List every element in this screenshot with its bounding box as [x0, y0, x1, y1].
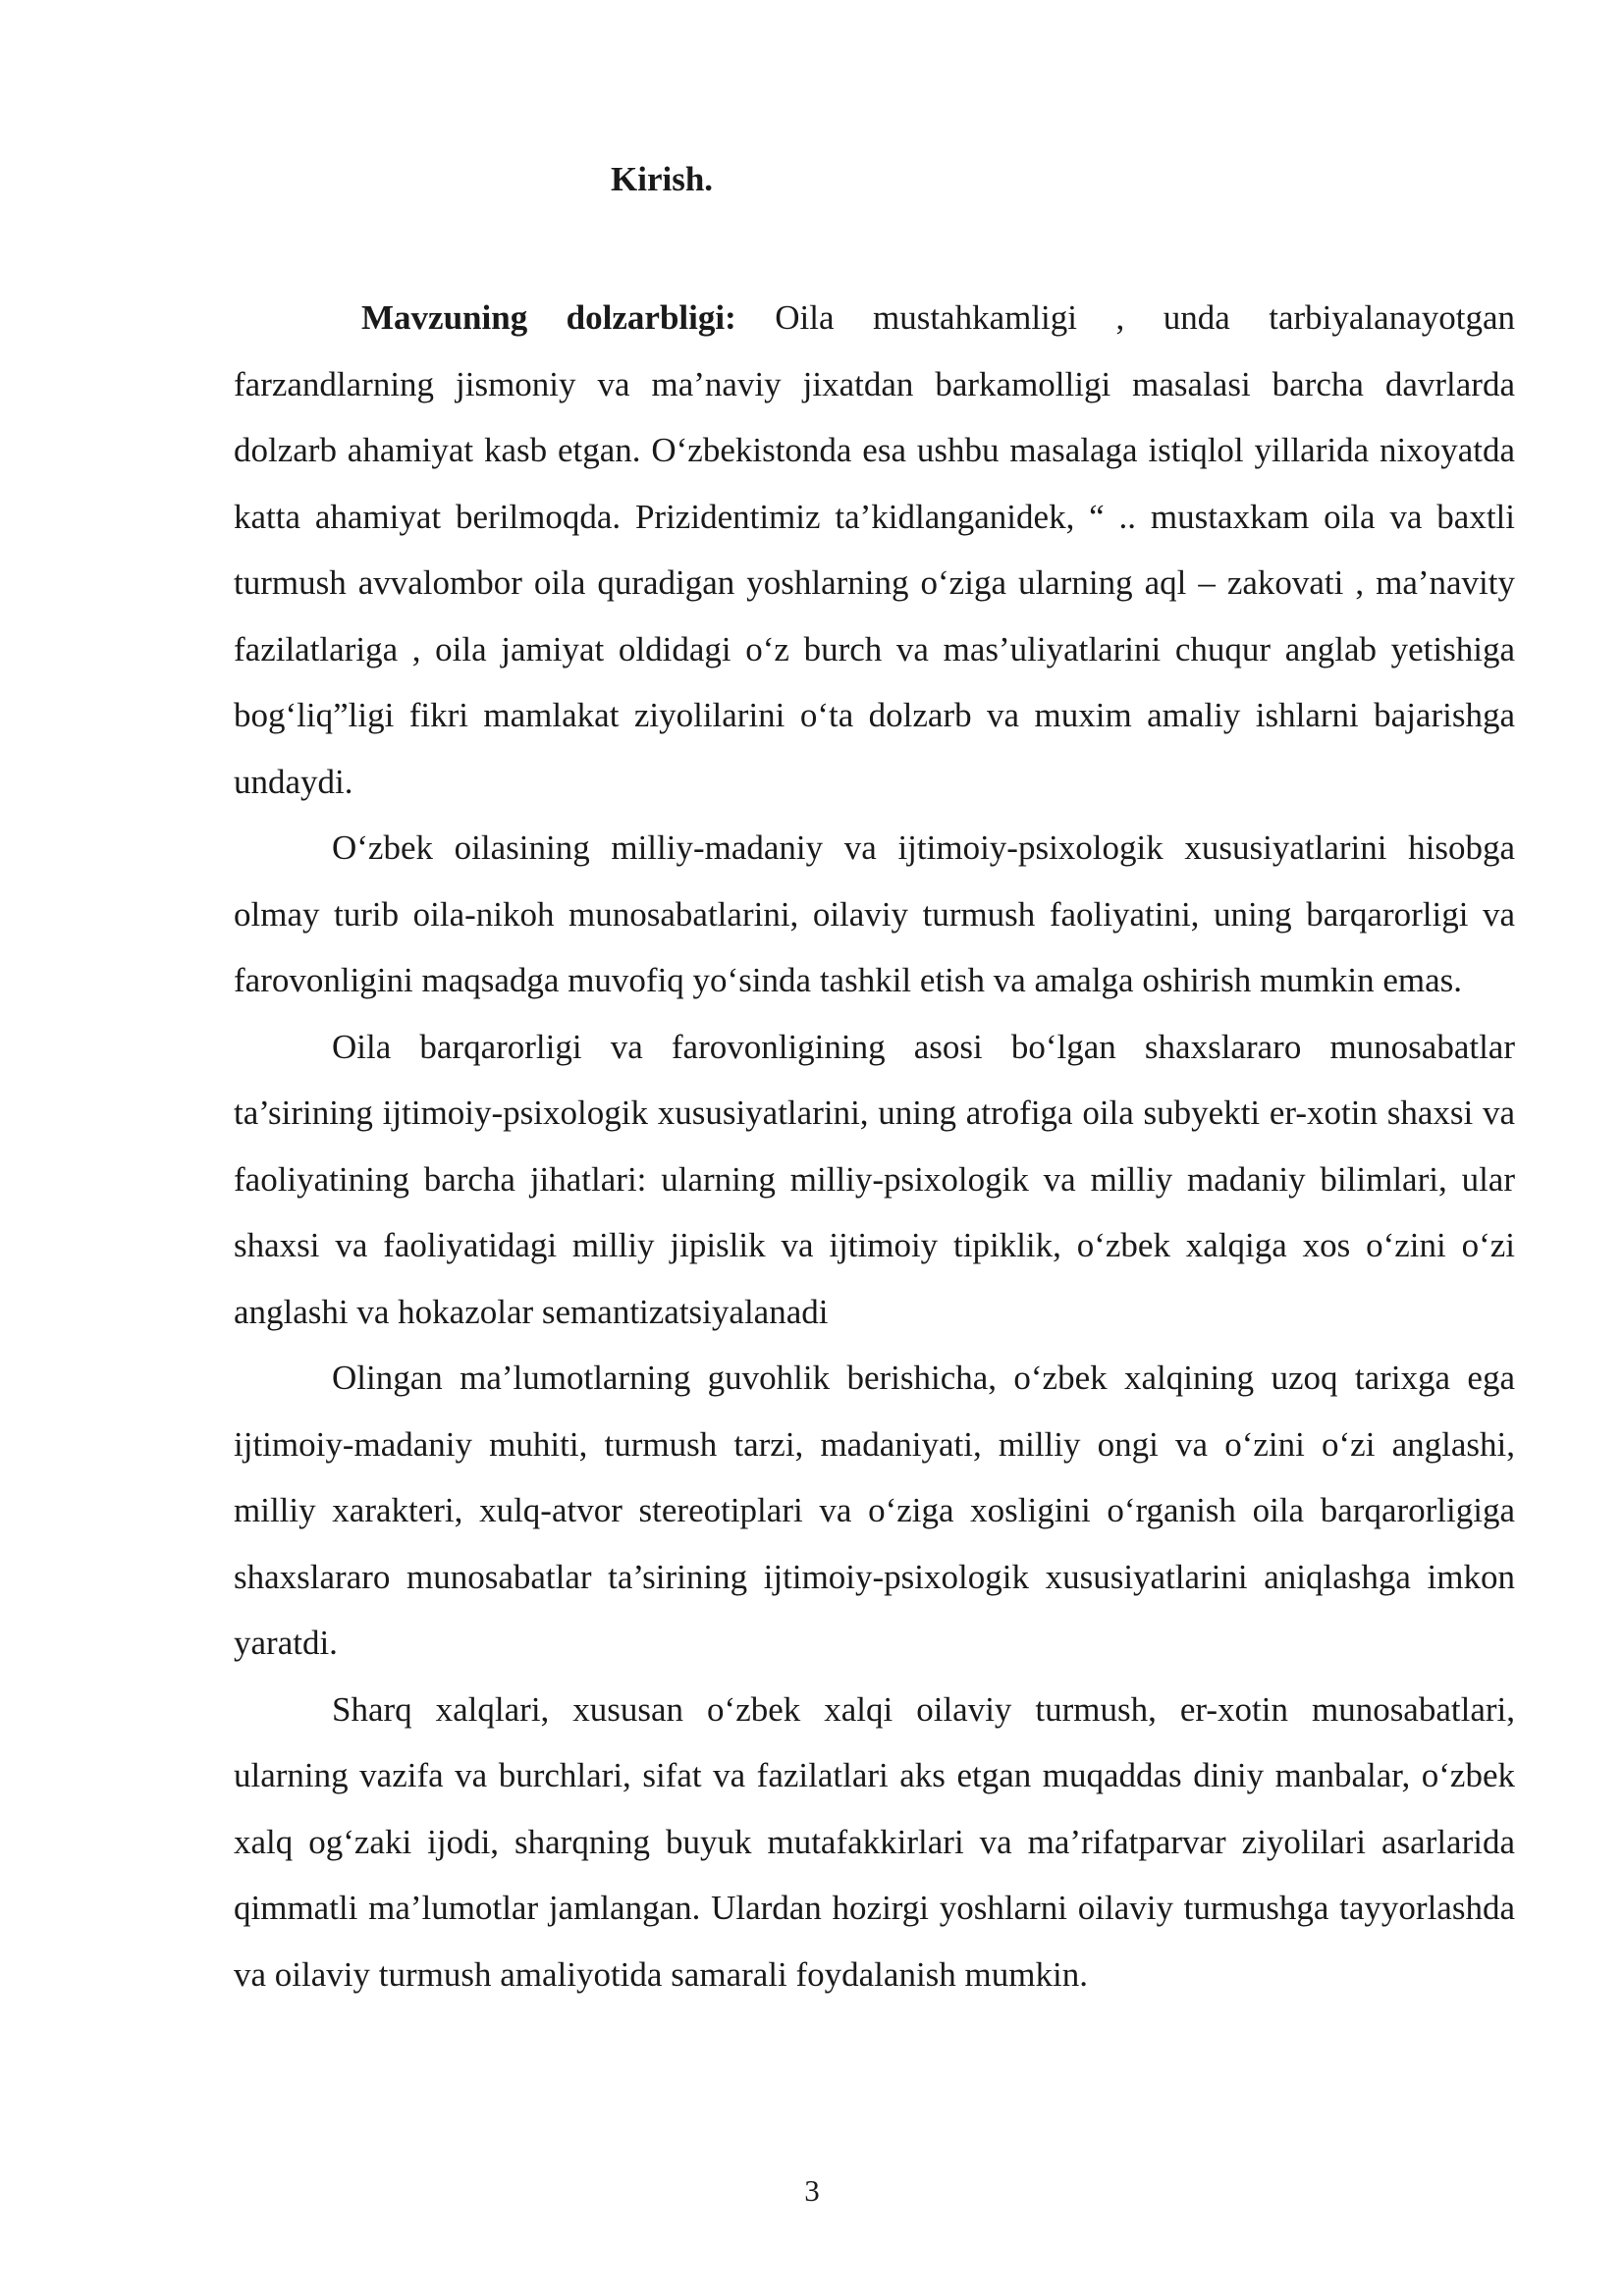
paragraph: Sharq xalqlari, xususan o‘zbek xalqi oilaviy turmush, er-xotin munosabatlari, ularning vazifa va burchlari, sifat va fazilatlari aks etgan muqaddas diniy manbalar, o‘zbek xalq og‘zaki ijodi, sharqning buyuk mutafakkirlari va ma’rifatparvar ziyolilari asarlarida qimmatli ma’lumotlar jamlangan. Ulardan hozirgi yoshlarni oilaviy turmushga tayyorlashda va oilaviy turmush amaliyotida samarali foydalanish mumkin. — [234, 1689, 1515, 1994]
paragraph: O‘zbek oilasining milliy-madaniy va ijtimoiy-psixologik xususiyatlarini hisobga olmay turib oila-nikoh munosabatlarini, oilaviy turmush faoliyatini, uning barqarorligi va farovonligini maqsadga muvofiq yo‘sinda tashkil etish va amalga oshirish mumkin emas. — [234, 828, 1515, 999]
page-title: Kirish. — [611, 160, 714, 198]
page-number: 3 — [804, 2173, 820, 2208]
paragraph: Olingan ma’lumotlarning guvohlik berishicha, o‘zbek xalqining uzoq tarixga ega ijtimoiy-madaniy muhiti, turmush tarzi, madaniyati, milliy ongi va o‘zini o‘zi anglashi, milliy xarakteri, xulq-atvor stereotiplari va o‘ziga xosligini o‘rganish oila barqarorligiga shaxslararo munosabatlar ta’sirining ijtimoiy-psixologik xususiyatlarini aniqlashga imkon yaratdi. — [234, 1359, 1515, 1662]
paragraph-lead: Mavzuning dolzarbligi: — [361, 298, 736, 337]
body-text — [234, 285, 1515, 2007]
paragraph-intro — [234, 285, 1515, 815]
paragraph-intro-text: Oila mustahkamligi , unda tarbiyalanayotgan farzandlarning jismoniy va ma’naviy jixatdan barkamolligi masalasi barcha davrlarda dolzarb ahamiyat kasb etgan. O‘zbekistonda esa ushbu masalaga istiqlol yillarida nixoyatda katta ahamiyat berilmoqda. Prizidentimiz ta’kidlanganidek, “ .. mustaxkam oila va baxtli turmush avvalombor oila quradigan yoshlarning o‘ziga ularning aql – zakovati , ma’navity fazilatlariga , oila jamiyat oldidagi o‘z burch va mas’uliyatlarini chuqur anglab yetishiga bog‘liq”ligi fikri mamlakat ziyolilarini o‘ta dolzarb va muxim amaliy ishlarni bajarishga undaydi. — [234, 298, 1515, 801]
paragraph: Oila barqarorligi va farovonligining asosi bo‘lgan shaxslararo munosabatlar ta’sirining ijtimoiy-psixologik xususiyatlarini, uning atrofiga oila subyekti er-xotin shaxsi va faoliyatining barcha jihatlari: ularning milliy-psixologik va milliy madaniy bilimlari, ular shaxsi va faoliyatidagi milliy jipislik va ijtimoiy tipiklik, o‘zbek xalqiga xos o‘zini o‘zi anglashi va hokazolar semantizatsiyalanadi — [234, 1027, 1515, 1331]
